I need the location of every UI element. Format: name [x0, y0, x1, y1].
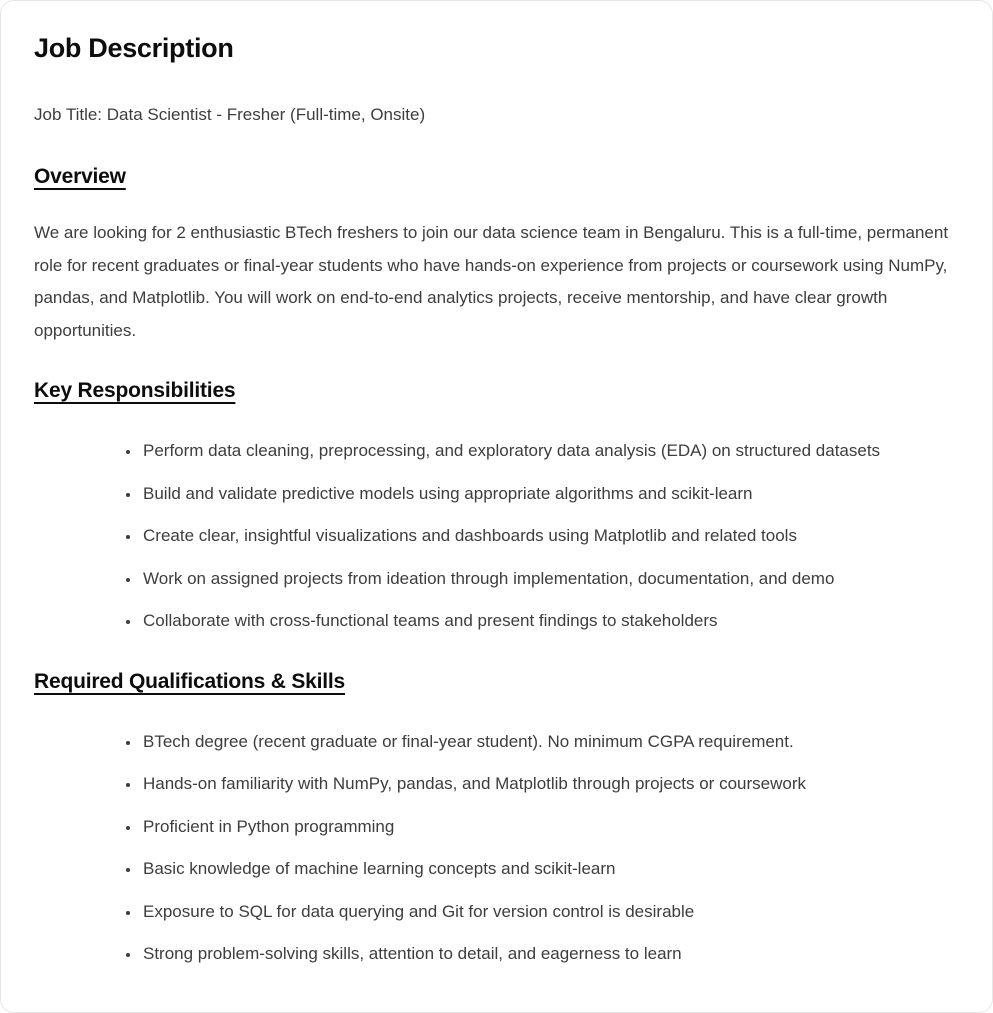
list-item: • Build and validate predictive models using appropriate algorithms and scikit-learn	[141, 478, 959, 511]
list-item: • Create clear, insightful visualizations and dashboards using Matplotlib and related tools	[141, 520, 959, 553]
list-item: • Collaborate with cross-functional teams and present findings to stakeholders	[141, 605, 959, 638]
list-item: • Work on assigned projects from ideation through implementation, documentation, and demo	[141, 563, 959, 596]
list-item: • Proficient in Python programming	[141, 811, 959, 844]
list-item: • Perform data cleaning, preprocessing, and exploratory data analysis (EDA) on structured datasets	[141, 435, 959, 468]
section-heading-required-qualifications: Required Qualifications & Skills	[34, 669, 346, 693]
responsibilities-list	[34, 435, 959, 638]
overview-paragraph: We are looking for 2 enthusiastic BTech freshers to join our data science team in Bengaluru. This is a full-time, permanent role for recent graduates or final-year students who have hands-on experience from projects or coursework using NumPy, pandas, and Matplotlib. You will work on end-to-end analytics projects, receive mentorship, and have clear growth opportunities.	[34, 223, 949, 340]
page-title: Job Description	[34, 33, 234, 63]
list-item: • Exposure to SQL for data querying and Git for version control is desirable	[141, 896, 959, 929]
list-item: • Strong problem-solving skills, attention to detail, and eagerness to learn	[141, 938, 959, 971]
section-heading-overview: Overview	[34, 165, 126, 188]
list-item: • Hands-on familiarity with NumPy, pandas, and Matplotlib through projects or coursework	[141, 768, 959, 801]
section-heading-key-responsibilities: Key Responsibilities	[34, 379, 236, 402]
list-item: • BTech degree (recent graduate or final-year student). No minimum CGPA requirement.	[141, 726, 959, 759]
job-title-line: Job Title: Data Scientist - Fresher (Full-time, Onsite)	[34, 105, 426, 124]
qualifications-list	[34, 726, 959, 971]
list-item: • Basic knowledge of machine learning concepts and scikit-learn	[141, 853, 959, 886]
